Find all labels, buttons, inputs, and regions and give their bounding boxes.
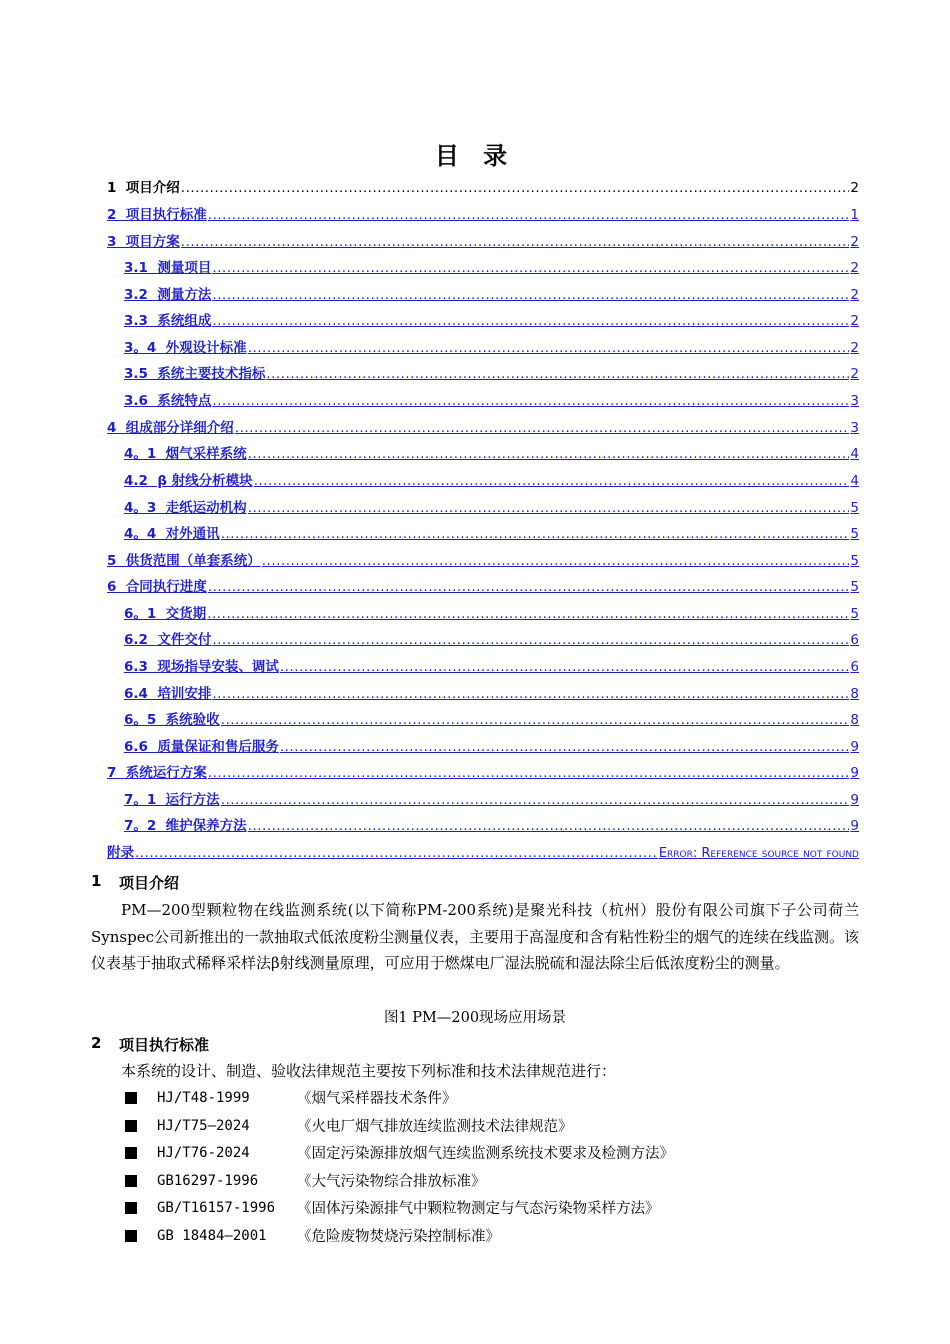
toc-entry[interactable]: 3.1 测量项目 ..... 2 [124, 256, 859, 278]
section-1-paragraph: PM—200型颗粒物在线监测系统(以下简称PM-200系统)是聚光科技（杭州）股份有限公司旗下子公司荷兰Synspec公司新推出的一款抽取式低浓度粉尘测量仪表，主要用于高湿度和含有粘性粉尘的烟气的连续在线监测。该仪表基于抽取式稀释采样法β射线测量原理，可应用于燃煤电厂湿法脱硫和湿法除尘后低浓度粉尘的测量。 [91, 901, 859, 972]
toc-entry[interactable]: 7。2 维护保养方法 ..... 9 [124, 814, 859, 836]
toc-entry[interactable]: 4。4 对外通讯 ..... 5 [124, 522, 859, 544]
standard-item: GB16297-1996 《大气污染物综合排放标准》 [125, 1170, 486, 1191]
toc-entry[interactable]: 6.3 现场指导安装、调试 ..... 6 [124, 655, 859, 677]
toc-title: 目 录 [434, 142, 516, 170]
section-1-heading: 1 项目介绍 [91, 872, 180, 892]
toc-entry[interactable]: 4。3 走纸运动机构 ..... 5 [124, 496, 859, 518]
bullet-icon [125, 1175, 137, 1187]
toc-entry[interactable]: 3 项目方案 ..... 2 [107, 230, 859, 252]
toc-entry[interactable]: 4.2 β 射线分析模块 ..... 4 [124, 469, 859, 491]
standard-item: HJ/T76-2024 《固定污染源排放烟气连续监测系统技术要求及检测方法》 [125, 1142, 674, 1163]
toc-entry[interactable]: 6。1 交货期 ..... 5 [124, 602, 859, 624]
toc-entry[interactable]: 6 合同执行进度 ..... 5 [107, 575, 859, 597]
section-2-intro: 本系统的设计、制造、验收法律规范主要按下列标准和技术法律规范进行： [121, 1062, 617, 1080]
bullet-icon [125, 1230, 137, 1242]
toc-entry[interactable]: 7。1 运行方法 ..... 9 [124, 788, 859, 810]
standard-item: GB/T16157-1996 《固体污染源排气中颗粒物测定与气态污染物采样方法》 [125, 1197, 660, 1218]
toc-entry[interactable]: 附录 ..... Error: Reference source not found [107, 841, 859, 863]
bullet-icon [125, 1092, 137, 1104]
toc-entry[interactable]: 7 系统运行方案 ..... 9 [107, 761, 859, 783]
standard-item: HJ/T75—2024 《火电厂烟气排放连续监测技术法律规范》 [125, 1115, 573, 1136]
toc-entry[interactable]: 6.4 培训安排 ..... 8 [124, 682, 859, 704]
toc-entry[interactable]: 3.5 系统主要技术指标 ..... 2 [124, 362, 859, 384]
toc-entry[interactable]: 1 项目介绍 ..... 2 [107, 176, 859, 198]
bullet-icon [125, 1202, 137, 1214]
toc-entry[interactable]: 6。5 系统验收 ..... 8 [124, 708, 859, 730]
standard-item: GB 18484—2001 《危险废物焚烧污染控制标准》 [125, 1225, 500, 1246]
section-2-heading: 2 项目执行标准 [91, 1034, 210, 1054]
toc-entry[interactable]: 4 组成部分详细介绍 ..... 3 [107, 416, 859, 438]
toc-entry[interactable]: 4。1 烟气采样系统 ..... 4 [124, 442, 859, 464]
toc-entry[interactable]: 6.2 文件交付 ..... 6 [124, 628, 859, 650]
toc-entry[interactable]: 3.2 测量方法 ..... 2 [124, 283, 859, 305]
figure-caption: 图1 PM—200现场应用场景 [383, 1010, 567, 1026]
toc-entry[interactable]: 5 供货范围（单套系统） ..... 5 [107, 549, 859, 571]
toc-entry[interactable]: 3。4 外观设计标准 ..... 2 [124, 336, 859, 358]
toc-entry[interactable]: 2 项目执行标准 ..... 1 [107, 203, 859, 225]
bullet-icon [125, 1120, 137, 1132]
standard-item: HJ/T48-1999 《烟气采样器技术条件》 [125, 1087, 457, 1108]
bullet-icon [125, 1147, 137, 1159]
toc-entry[interactable]: 3.3 系统组成 ..... 2 [124, 309, 859, 331]
toc-entry[interactable]: 6.6 质量保证和售后服务 ..... 9 [124, 735, 859, 757]
toc-entry[interactable]: 3.6 系统特点 ..... 3 [124, 389, 859, 411]
